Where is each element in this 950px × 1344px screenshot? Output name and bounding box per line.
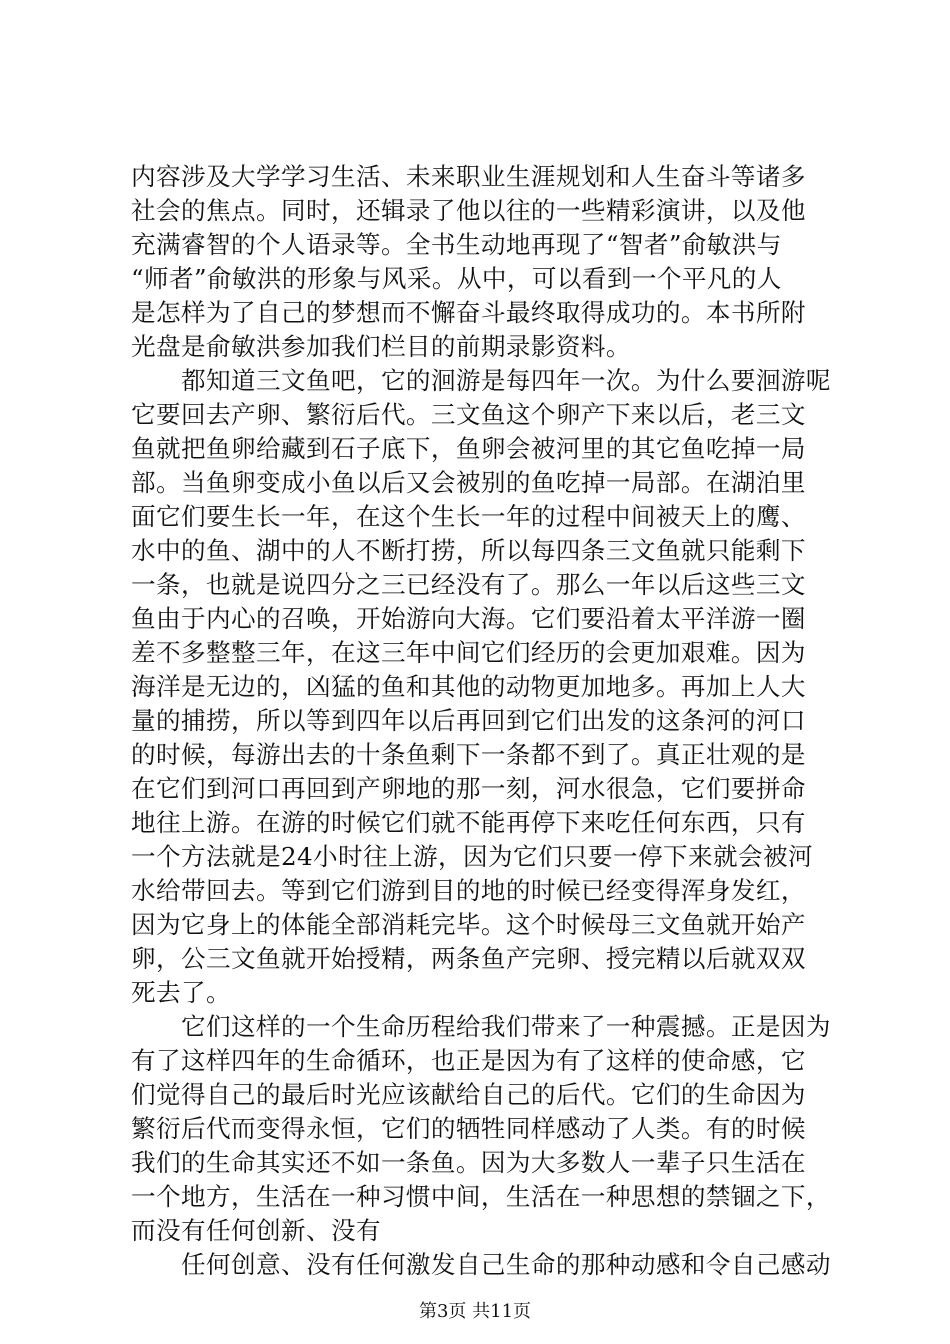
text-line: 它们这样的一个生命历程给我们带来了一种震撼。正是因为: [131, 1012, 831, 1041]
text-line: 卵，公三文鱼就开始授精，两条鱼产完卵、授完精以后就双双: [131, 944, 806, 973]
text-line: 的时候，每游出去的十条鱼剩下一条都不到了。真正壮观的是: [131, 740, 806, 769]
text-line: 繁衍后代而变得永恒，它们的牺牲同样感动了人类。有的时候: [131, 1114, 806, 1143]
text-line: 鱼就把鱼卵给藏到石子底下，鱼卵会被河里的其它鱼吃掉一局: [131, 434, 806, 463]
text-line: 水中的鱼、湖中的人不断打捞，所以每四条三文鱼就只能剩下: [131, 536, 806, 565]
text-line: 量的捕捞，所以等到四年以后再回到它们出发的这条河的河口: [131, 706, 806, 735]
text-line: 社会的焦点。同时，还辑录了他以往的一些精彩演讲，以及他: [131, 196, 806, 225]
text-line: 在它们到河口再回到产卵地的那一刻，河水很急，它们要拼命: [131, 774, 806, 803]
text-line: 任何创意、没有任何激发自己生命的那种动感和令自己感动: [131, 1250, 831, 1279]
text-line: 都知道三文鱼吧，它的洄游是每四年一次。为什么要洄游呢: [131, 366, 831, 395]
text-line: 差不多整整三年，在这三年中间它们经历的会更加艰难。因为: [131, 638, 806, 667]
text-line: 有了这样四年的生命循环，也正是因为有了这样的使命感，它: [131, 1046, 806, 1075]
text-line: 地往上游。在游的时候它们就不能再停下来吃任何东西，只有: [131, 808, 806, 837]
text-line: 内容涉及大学学习生活、未来职业生涯规划和人生奋斗等诸多: [131, 162, 806, 191]
text-line: 一个地方，生活在一种习惯中间，生活在一种思想的禁锢之下，: [131, 1182, 831, 1211]
text-line: 部。当鱼卵变成小鱼以后又会被别的鱼吃掉一局部。在湖泊里: [131, 468, 806, 497]
text-line: “师者”俞敏洪的形象与风采。从中，可以看到一个平凡的人: [131, 264, 782, 293]
text-line: 我们的生命其实还不如一条鱼。因为大多数人一辈子只生活在: [131, 1148, 806, 1177]
text-line: 光盘是俞敏洪参加我们栏目的前期录影资料。: [131, 332, 631, 361]
text-line: 一条，也就是说四分之三已经没有了。那么一年以后这些三文: [131, 570, 806, 599]
text-line: 水给带回去。等到它们游到目的地的时候已经变得浑身发红，: [131, 876, 806, 905]
page-number-footer: 第3页 共11页: [418, 1301, 532, 1322]
text-line: 海洋是无边的，凶猛的鱼和其他的动物更加地多。再加上人大: [131, 672, 806, 701]
text-line: 它要回去产卵、繁衍后代。三文鱼这个卵产下来以后，老三文: [131, 400, 806, 429]
text-line: 死去了。: [131, 978, 231, 1007]
text-line: 而没有任何创新、没有: [131, 1216, 381, 1245]
text-line: 是怎样为了自己的梦想而不懈奋斗最终取得成功的。本书所附: [131, 298, 806, 327]
text-line: 鱼由于内心的召唤，开始游向大海。它们要沿着太平洋游一圈: [131, 604, 806, 633]
text-line: 一个方法就是24小时往上游，因为它们只要一停下来就会被河: [131, 842, 813, 871]
text-line: 充满睿智的个人语录等。全书生动地再现了“智者”俞敏洪与: [131, 230, 782, 259]
text-line: 面它们要生长一年，在这个生长一年的过程中间被天上的鹰、: [131, 502, 806, 531]
text-line: 们觉得自己的最后时光应该献给自己的后代。它们的生命因为: [131, 1080, 806, 1109]
text-line: 因为它身上的体能全部消耗完毕。这个时候母三文鱼就开始产: [131, 910, 806, 939]
